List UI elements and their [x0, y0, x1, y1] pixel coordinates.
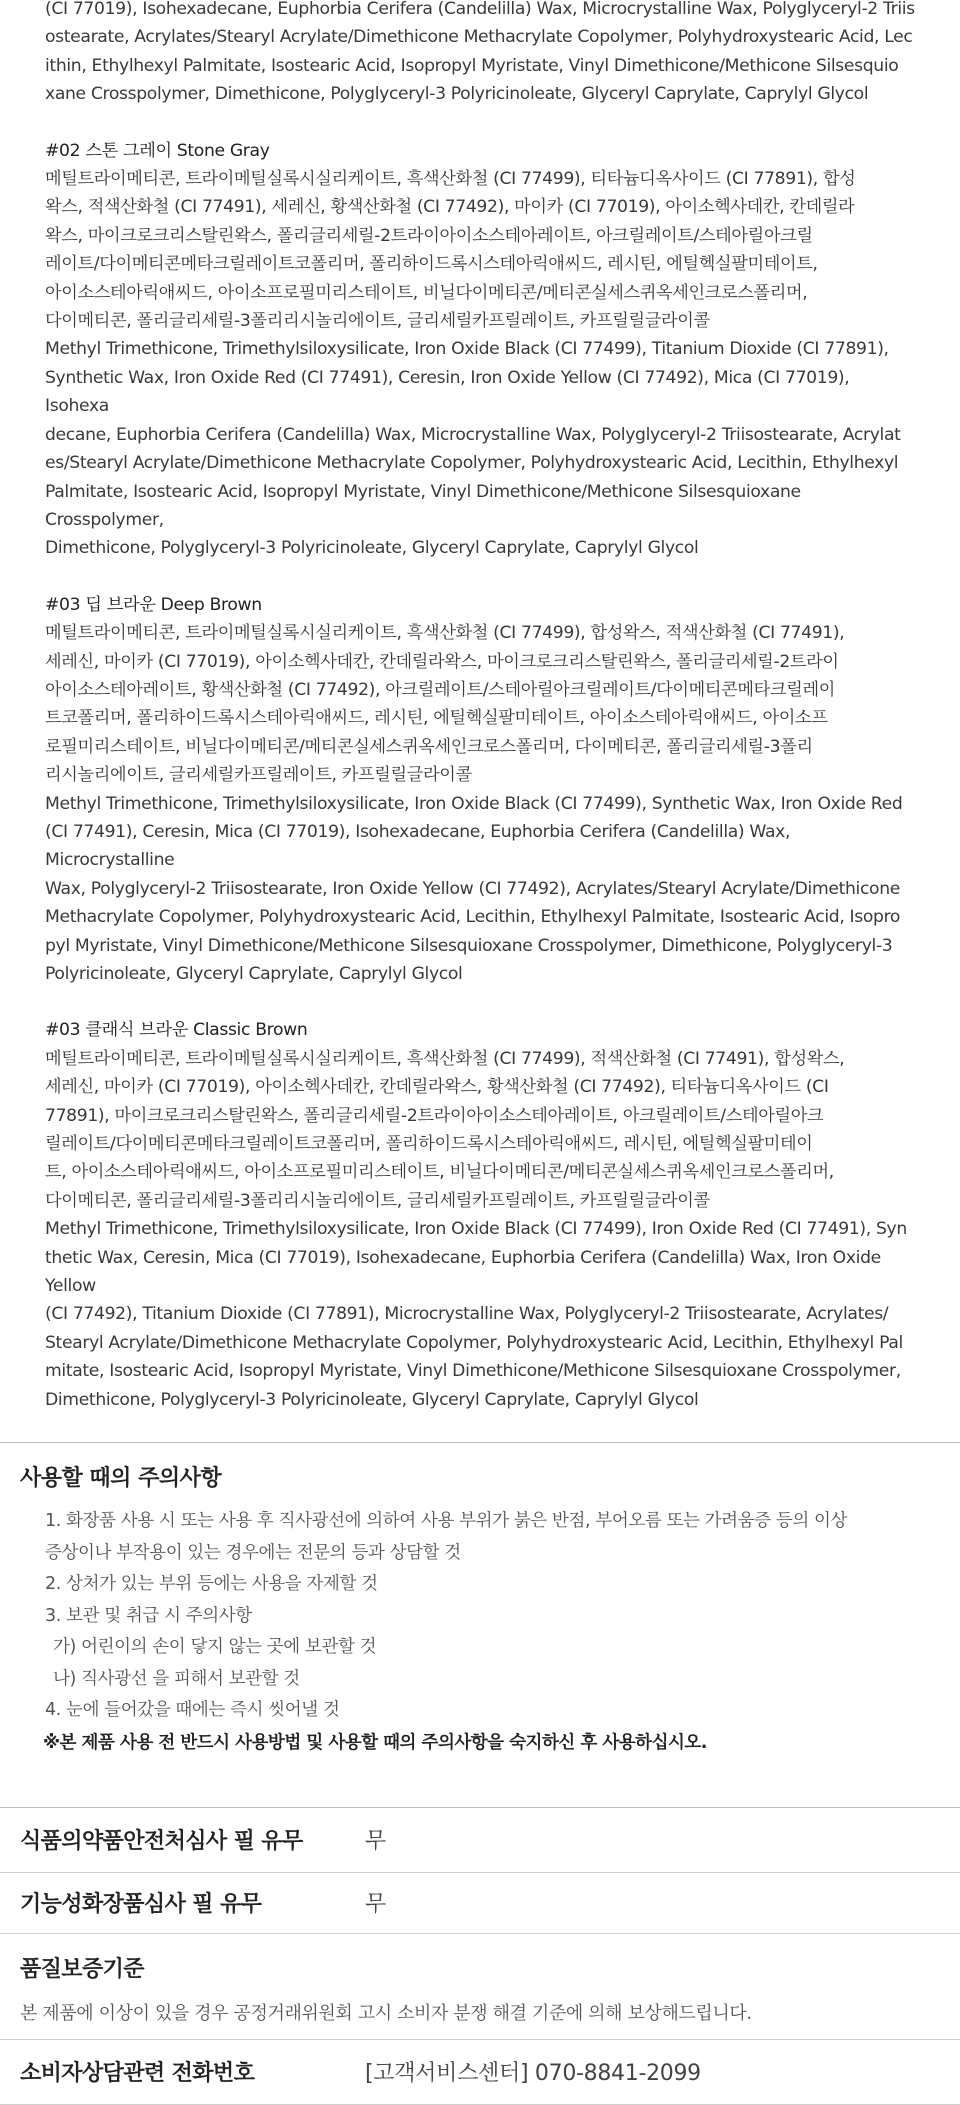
ingredient-line: Palmitate, Isostearic Acid, Isopropyl Myristate, Vinyl Dimethicone/Methicone Silsesquioxane Crosspolymer,	[45, 481, 801, 530]
food-drug-review-label: 식품의약품안전처심사 필 유무	[20, 1829, 303, 1855]
precautions-heading: 사용할 때의 주의사항	[20, 1466, 222, 1492]
ingredient-line: thetic Wax, Ceresin, Mica (CI 77019), Isohexadecane, Euphorbia Cerifera (Candelilla) Wax, Iron Oxide Yellow	[45, 1247, 881, 1297]
precaution-item: 4. 눈에 들어갔을 때에는 즉시 씻어낼 것	[45, 1700, 340, 1721]
precaution-item: 증상이나 부작용이 있는 경우에는 전문의 등과 상담할 것	[45, 1542, 461, 1563]
ingredient-line: (CI 77019), Isohexadecane, Euphorbia Cerifera (Candelilla) Wax, Microcrystalline Wax, Polyglyceryl-2 Triis	[45, 0, 915, 19]
phone-value: [고객서비스센터] 070-8841-2099	[365, 2061, 701, 2087]
ingredient-line: Wax, Polyglyceryl-2 Triisostearate, Iron Oxide Yellow (CI 77492), Acrylates/Stearyl Acrylate/Dimethicone	[45, 878, 900, 899]
quality-standard-row	[0, 1934, 960, 2040]
precaution-item: 2. 상처가 있는 부위 등에는 사용을 자제할 것	[45, 1574, 378, 1595]
ingredient-line: Methacrylate Copolymer, Polyhydroxystearic Acid, Lecithin, Ethylhexyl Palmitate, Isostearic Acid, Isopro	[45, 907, 901, 928]
ingredients-intro	[45, 0, 915, 109]
shade-title: #03 클래식 브라운 Classic Brown	[45, 1020, 308, 1041]
ingredient-line: 레이트/다이메티콘메타크릴레이트코폴리머, 폴리하이드록시스테아릭애씨드, 레시틴, 에틸헥실팔미테이트,	[45, 254, 818, 275]
precautions-section	[0, 1443, 960, 1781]
ingredient-line: 다이메티콘, 폴리글리세릴-3폴리리시놀리에이트, 글리세릴카프릴레이트, 카프릴릴글라이콜	[45, 1190, 710, 1211]
ingredient-line: 메틸트라이메티콘, 트라이메틸실록시실리케이트, 흑색산화철 (CI 77499), 적색산화철 (CI 77491), 합성왁스,	[45, 1048, 845, 1069]
ingredient-line: 메틸트라이메티콘, 트라이메틸실록시실리케이트, 흑색산화철 (CI 77499), 티타늄디옥사이드 (CI 77891), 합성	[45, 169, 856, 190]
ingredient-line: (CI 77492), Titanium Dioxide (CI 77891), Microcrystalline Wax, Polyglyceryl-2 Triisostearate, Acrylates/	[45, 1304, 889, 1325]
ingredient-line: decane, Euphorbia Cerifera (Candelilla) Wax, Microcrystalline Wax, Polyglyceryl-2 Triisostearate, Acrylat	[45, 424, 901, 445]
ingredient-line: 아이소스테아릭애씨드, 아이소프로필미리스테이트, 비닐다이메티콘/메티콘실세스퀴옥세인크로스폴리머,	[45, 282, 808, 303]
quality-standard-value: 본 제품에 이상이 있을 경우 공정거래위원회 고시 소비자 분쟁 해결 기준에 의해 보상해드립니다.	[20, 2002, 752, 2024]
ingredient-line: Dimethicone, Polyglyceryl-3 Polyricinoleate, Glyceryl Caprylate, Caprylyl Glycol	[45, 1389, 699, 1410]
ingredient-line: Polyricinoleate, Glyceryl Caprylate, Caprylyl Glycol	[45, 964, 463, 984]
ingredient-line: (CI 77491), Ceresin, Mica (CI 77019), Isohexadecane, Euphorbia Cerifera (Candelilla) Wax, Microcrystalline	[45, 821, 791, 871]
ingredient-line: ostearate, Acrylates/Stearyl Acrylate/Dimethicone Methacrylate Copolymer, Polyhydroxystearic Acid, Lec	[45, 27, 913, 48]
ingredient-line: 메틸트라이메티콘, 트라이메틸실록시실리케이트, 흑색산화철 (CI 77499), 합성왁스, 적색산화철 (CI 77491),	[45, 623, 845, 644]
precaution-item: 1. 화장품 사용 시 또는 사용 후 직사광선에 의하여 사용 부위가 붉은 반점, 부어오름 또는 가려움증 등의 이상	[45, 1511, 848, 1532]
ingredient-line: 로필미리스테이트, 비닐다이메티콘/메티콘실세스퀴옥세인크로스폴리머, 다이메티콘, 폴리글리세릴-3폴리	[45, 736, 813, 757]
functional-review-row	[0, 1873, 960, 1934]
functional-review-label: 기능성화장품심사 필 유무	[20, 1892, 262, 1918]
shade-title: #02 스톤 그레이 Stone Gray	[45, 140, 270, 161]
ingredient-line: Synthetic Wax, Iron Oxide Red (CI 77491), Ceresin, Iron Oxide Yellow (CI 77492), Mica (CI 77019), Isohexa	[45, 367, 850, 417]
shade-classic-brown	[45, 1016, 915, 1414]
ingredient-line: 세레신, 마이카 (CI 77019), 아이소헥사데칸, 칸데릴라왁스, 황색산화철 (CI 77492), 티타늄디옥사이드 (CI	[45, 1077, 829, 1098]
ingredient-line: 왁스, 마이크로크리스탈린왁스, 폴리글리세릴-2트라이아이소스테아레이트, 아크릴레이트/스테아릴아크릴	[45, 225, 813, 246]
functional-review-value: 무	[365, 1892, 386, 1918]
ingredient-line: Methyl Trimethicone, Trimethylsiloxysilicate, Iron Oxide Black (CI 77499), Titanium Dioxide (CI 77891),	[45, 339, 889, 360]
ingredient-line: Methyl Trimethicone, Trimethylsiloxysilicate, Iron Oxide Black (CI 77499), Synthetic Wax, Iron Oxide Red	[45, 793, 903, 814]
phone-row	[0, 2040, 960, 2105]
precautions-list	[20, 1506, 938, 1727]
ingredient-line: pyl Myristate, Vinyl Dimethicone/Methicone Silsesquioxane Crosspolymer, Dimethicone, Polyglyceryl-3	[45, 935, 893, 956]
precaution-subitem: 가) 어린이의 손이 닿지 않는 곳에 보관할 것	[53, 1637, 377, 1658]
ingredient-line: 리시놀리에이트, 글리세릴카프릴레이트, 카프릴릴글라이콜	[45, 765, 472, 786]
precautions-note: ※본 제품 사용 전 반드시 사용방법 및 사용할 때의 주의사항을 숙지하신 후 사용하십시오.	[43, 1732, 707, 1753]
ingredient-line: ithin, Ethylhexyl Palmitate, Isostearic Acid, Isopropyl Myristate, Vinyl Dimethicone/Methicone Silsesquio	[45, 55, 899, 76]
shade-deep-brown	[45, 591, 915, 989]
ingredient-line: 트코폴리머, 폴리하이드록시스테아릭애씨드, 레시틴, 에틸헥실팔미테이트, 아이소스테아릭애씨드, 아이소프	[45, 708, 828, 729]
precaution-subitem: 나) 직사광선 을 피해서 보관할 것	[53, 1668, 300, 1689]
ingredient-line: Dimethicone, Polyglyceryl-3 Polyricinoleate, Glyceryl Caprylate, Caprylyl Glycol	[45, 538, 699, 559]
shade-stone-gray	[45, 137, 915, 563]
ingredient-line: 77891), 마이크로크리스탈린왁스, 폴리글리세릴-2트라이아이소스테아레이트, 아크릴레이트/스테아릴아크	[45, 1105, 824, 1126]
ingredient-line: xane Crosspolymer, Dimethicone, Polyglyceryl-3 Polyricinoleate, Glyceryl Caprylate, Caprylyl Glycol	[45, 84, 869, 105]
ingredient-line: Methyl Trimethicone, Trimethylsiloxysilicate, Iron Oxide Black (CI 77499), Iron Oxide Red (CI 77491), Syn	[45, 1219, 907, 1240]
ingredient-line: 다이메티콘, 폴리글리세릴-3폴리리시놀리에이트, 글리세릴카프릴레이트, 카프릴릴글라이콜	[45, 311, 710, 332]
ingredient-line: 아이소스테아레이트, 황색산화철 (CI 77492), 아크릴레이트/스테아릴아크릴레이트/다이메티콘메타크릴레이	[45, 679, 835, 700]
ingredient-line: 왁스, 적색산화철 (CI 77491), 세레신, 황색산화철 (CI 77492), 마이카 (CI 77019), 아이소헥사데칸, 칸데릴라	[45, 197, 855, 218]
ingredient-line: 트, 아이소스테아릭애씨드, 아이소프로필미리스테이트, 비닐다이메티콘/메티콘실세스퀴옥세인크로스폴리머,	[45, 1162, 834, 1183]
precaution-item: 3. 보관 및 취급 시 주의사항	[45, 1605, 252, 1626]
ingredient-line: es/Stearyl Acrylate/Dimethicone Methacrylate Copolymer, Polyhydroxystearic Acid, Lecithin, Ethylhexyl	[45, 453, 899, 474]
food-drug-review-value: 무	[365, 1829, 386, 1855]
ingredient-line: 세레신, 마이카 (CI 77019), 아이소헥사데칸, 칸데릴라왁스, 마이크로크리스탈린왁스, 폴리글리세릴-2트라이	[45, 651, 839, 672]
ingredient-line: Stearyl Acrylate/Dimethicone Methacrylate Copolymer, Polyhydroxystearic Acid, Lecithin, Ethylhexyl Pal	[45, 1332, 903, 1353]
food-drug-review-row	[0, 1808, 960, 1873]
ingredient-line: mitate, Isostearic Acid, Isopropyl Myristate, Vinyl Dimethicone/Methicone Silsesquioxane Crosspolymer,	[45, 1361, 901, 1382]
phone-label: 소비자상담관련 전화번호	[20, 2061, 255, 2087]
quality-standard-label: 품질보증기준	[20, 1956, 144, 1982]
ingredient-line: 릴레이트/다이메티콘메타크릴레이트코폴리머, 폴리하이드록시스테아릭애씨드, 레시틴, 에틸헥실팔미테이	[45, 1134, 813, 1155]
shade-title: #03 딥 브라운 Deep Brown	[45, 594, 262, 615]
